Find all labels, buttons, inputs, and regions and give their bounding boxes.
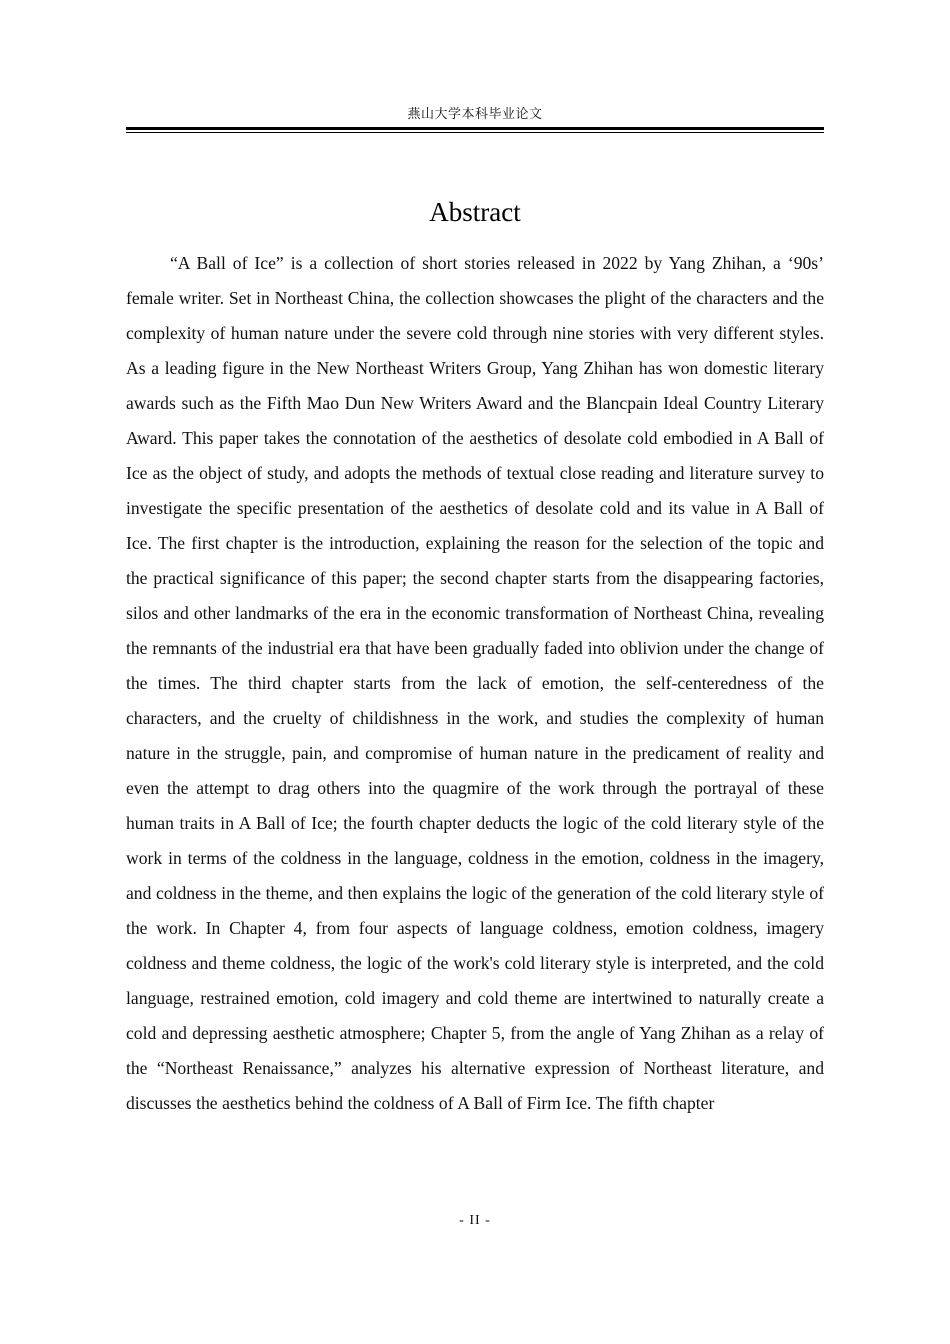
running-header — [126, 104, 824, 133]
running-footer — [126, 1212, 824, 1230]
header-double-rule — [126, 127, 824, 133]
page-title: Abstract — [429, 197, 521, 228]
header-title: 燕山大学本科毕业论文 — [407, 106, 543, 121]
abstract-paragraph: “A Ball of Ice” is a collection of short stories released in 2022 by Yang Zhihan, a ‘90s’ female writer. Set in Northeast China, the collection showcases the plight of the characters and the complexity of human nature under the severe cold through nine stories with very different styles. As a leading figure in the New Northeast Writers Group, Yang Zhihan has won domestic literary awards such as the Fifth Mao Dun New Writers Award and the Blancpain Ideal Country Literary Award. This paper takes the connotation of the aesthetics of desolate cold embodied in A Ball of Ice as the object of study, and adopts the methods of textual close reading and literature survey to investigate the specific presentation of the aesthetics of desolate cold and its value in A Ball of Ice. The first chapter is the introduction, explaining the reason for the selection of the topic and the practical significance of this paper; the second chapter starts from the disappearing factories, silos and other landmarks of the era in the economic transformation of Northeast China, revealing the remnants of the industrial era that have been gradually faded into oblivion under the change of the times. The third chapter starts from the lack of emotion, the self-centeredness of the characters, and the cruelty of childishness in the work, and studies the complexity of human nature in the struggle, pain, and compromise of human nature in the predicament of reality and even the attempt to drag others into the quagmire of the work through the portrayal of these human traits in A Ball of Ice; the fourth chapter deducts the logic of the cold literary style of the work in terms of the coldness in the language, coldness in the emotion, coldness in the imagery, and coldness in the theme, and then explains the logic of the generation of the cold literary style of the work. In Chapter 4, from four aspects of language coldness, emotion coldness, imagery coldness and theme coldness, the logic of the work's cold literary style is interpreted, and the cold language, restrained emotion, cold imagery and cold theme are intertwined to naturally create a cold and depressing aesthetic atmosphere; Chapter 5, from the angle of Yang Zhihan as a relay of the “Northeast Renaissance,” analyzes his alternative expression of Northeast literature, and discusses the aesthetics behind the coldness of A Ball of Firm Ice. The fifth chapter — [126, 253, 824, 1113]
page-number: - II - — [459, 1213, 491, 1228]
abstract-body — [126, 246, 824, 1121]
header-rule-thin — [126, 132, 824, 133]
